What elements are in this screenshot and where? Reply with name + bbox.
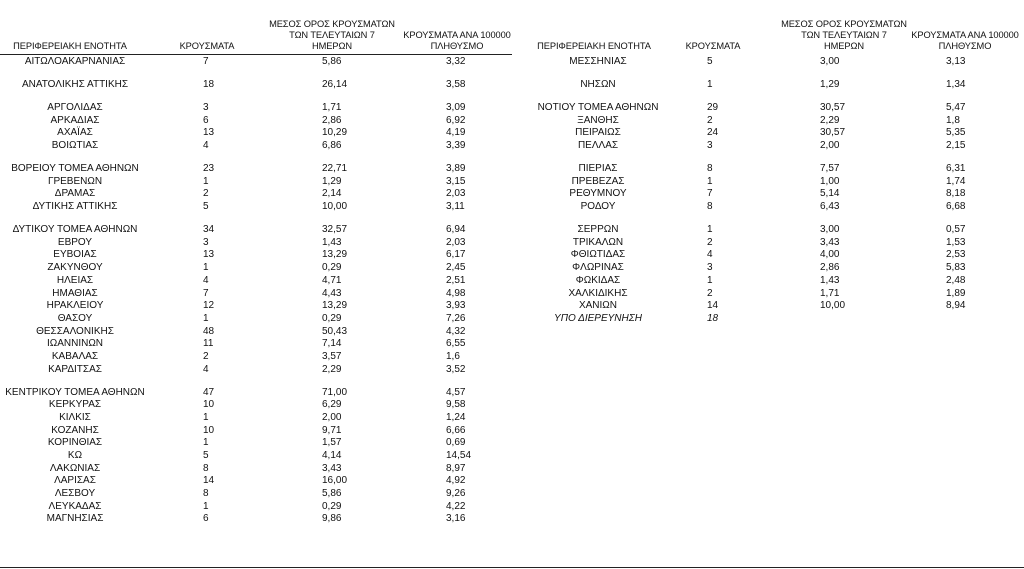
cases-per-100k: 2,53 xyxy=(946,249,966,261)
table-row xyxy=(0,399,512,412)
cases-per-100k: 1,34 xyxy=(946,78,966,90)
cases-per-100k: 3,11 xyxy=(446,201,465,213)
case-count: 13 xyxy=(203,249,215,261)
region-name: ΛΕΣΒΟΥ xyxy=(54,488,96,500)
table-row xyxy=(0,275,512,288)
case-count: 7 xyxy=(203,56,209,67)
avg-7-days: 1,71 xyxy=(820,287,840,299)
table-row xyxy=(0,501,512,514)
spacer-row xyxy=(512,92,1024,102)
cases-per-100k: 4,98 xyxy=(446,287,466,299)
case-count: 48 xyxy=(203,325,215,337)
left-header xyxy=(0,8,512,52)
table-row xyxy=(0,463,512,476)
avg-7-days: 3,00 xyxy=(820,224,840,236)
avg-7-days: 2,00 xyxy=(322,411,342,423)
avg-7-days: 4,71 xyxy=(322,274,342,286)
table-row xyxy=(0,412,512,425)
region-name: ΚΩ xyxy=(67,450,83,462)
table-row xyxy=(0,188,512,201)
avg-7-days: 30,57 xyxy=(820,127,846,139)
case-count: 5 xyxy=(707,56,713,67)
table-row xyxy=(0,237,512,250)
region-name: ΕΒΡΟΥ xyxy=(57,236,93,248)
region-name: ΠΙΕΡΙΑΣ xyxy=(578,163,618,175)
region-name: ΛΕΥΚΑΔΑΣ xyxy=(48,500,102,512)
case-count: 1 xyxy=(203,437,209,449)
region-name: ΝΗΣΩΝ xyxy=(580,78,616,90)
cases-per-100k: 1,53 xyxy=(946,236,966,248)
case-count: 4 xyxy=(203,363,209,375)
cases-per-100k: 3,32 xyxy=(446,56,466,67)
region-name: ΚΟΡΙΝΘΙΑΣ xyxy=(47,437,103,449)
case-count: 1 xyxy=(203,312,209,324)
header-per100k: ΚΡΟΥΣΜΑΤΑ ΑΝΑ 100000 ΠΛΗΘΥΣΜΟ xyxy=(911,30,1019,51)
region-name: ΦΛΩΡΙΝΑΣ xyxy=(572,262,624,274)
table-row xyxy=(0,56,512,69)
region-name: ΑΡΚΑΔΙΑΣ xyxy=(50,114,100,126)
cases-per-100k: 5,83 xyxy=(946,262,966,274)
region-name: ΚΑΡΔΙΤΣΑΣ xyxy=(48,363,102,375)
cases-per-100k: 14,54 xyxy=(446,450,472,462)
region-name: ΦΘΙΩΤΙΔΑΣ xyxy=(570,249,626,261)
case-count: 8 xyxy=(203,488,209,500)
case-count: 13 xyxy=(203,127,215,139)
case-count: 3 xyxy=(203,101,209,113)
table-row xyxy=(0,262,512,275)
table-row xyxy=(0,488,512,501)
case-count: 11 xyxy=(203,338,214,350)
case-count: 8 xyxy=(707,201,713,213)
cases-per-100k: 5,35 xyxy=(946,127,966,139)
case-count: 18 xyxy=(203,78,215,90)
avg-7-days: 32,57 xyxy=(322,224,348,236)
avg-7-days: 5,14 xyxy=(820,188,840,200)
avg-7-days: 1,00 xyxy=(820,175,840,187)
table-row xyxy=(0,163,512,176)
avg-7-days: 9,71 xyxy=(322,424,342,436)
avg-7-days: 4,14 xyxy=(322,450,342,462)
case-count: 3 xyxy=(203,236,209,248)
left-table-body xyxy=(0,56,512,526)
cases-per-100k: 3,93 xyxy=(446,300,466,312)
avg-7-days: 3,00 xyxy=(820,56,840,67)
avg-7-days: 10,00 xyxy=(322,201,348,213)
avg-7-days: 6,86 xyxy=(322,140,342,152)
avg-7-days: 6,43 xyxy=(820,201,840,213)
region-name: ΞΑΝΘΗΣ xyxy=(577,114,619,126)
header-cases: ΚΡΟΥΣΜΑΤΑ xyxy=(685,41,741,51)
case-count: 8 xyxy=(203,462,209,474)
region-name: ΡΟΔΟΥ xyxy=(580,201,616,213)
cases-per-100k: 3,52 xyxy=(446,363,466,375)
avg-7-days: 1,57 xyxy=(322,437,342,449)
cases-per-100k: 3,89 xyxy=(446,163,466,175)
table-row xyxy=(512,188,1024,201)
cases-per-100k: 6,31 xyxy=(946,163,966,175)
cases-per-100k: 6,17 xyxy=(446,249,466,261)
table-row xyxy=(0,140,512,153)
avg-7-days: 71,00 xyxy=(322,386,348,398)
case-count: 2 xyxy=(707,114,713,126)
cases-per-100k: 4,32 xyxy=(446,325,466,337)
table-row xyxy=(512,275,1024,288)
region-name: ΘΑΣΟΥ xyxy=(57,312,93,324)
avg-7-days: 3,57 xyxy=(322,350,342,362)
case-count: 7 xyxy=(203,287,209,299)
case-count: 1 xyxy=(203,411,209,423)
cases-per-100k: 9,58 xyxy=(446,399,466,411)
table-row xyxy=(512,56,1024,69)
cases-per-100k: 9,26 xyxy=(446,488,466,500)
avg-7-days: 5,86 xyxy=(322,488,342,500)
avg-7-days: 7,14 xyxy=(322,338,342,350)
table-row xyxy=(0,313,512,326)
case-count: 8 xyxy=(707,163,713,175)
region-name: ΚΕΝΤΡΙΚΟΥ ΤΟΜΕΑ ΑΘΗΝΩΝ xyxy=(5,386,145,398)
table-row xyxy=(512,237,1024,250)
case-count: 14 xyxy=(203,475,215,487)
cases-per-100k: 1,8 xyxy=(946,114,960,126)
cases-per-100k: 0,69 xyxy=(446,437,466,449)
case-count: 3 xyxy=(707,140,713,152)
table-row xyxy=(512,163,1024,176)
case-count: 47 xyxy=(203,386,215,398)
table-row xyxy=(0,425,512,438)
table-row xyxy=(512,140,1024,153)
table-row xyxy=(512,249,1024,262)
case-count: 1 xyxy=(707,224,713,236)
spacer-row xyxy=(512,153,1024,163)
region-name: ΧΑΝΙΩΝ xyxy=(578,300,618,312)
case-count: 2 xyxy=(203,350,209,362)
case-count: 5 xyxy=(203,201,209,213)
region-name: ΑΡΓΟΛΙΔΑΣ xyxy=(47,101,103,113)
cases-per-100k: 2,03 xyxy=(446,236,466,248)
avg-7-days: 4,43 xyxy=(322,287,342,299)
avg-7-days: 2,29 xyxy=(820,114,840,126)
table-row xyxy=(0,475,512,488)
cases-per-100k: 2,15 xyxy=(946,140,966,152)
avg-7-days: 3,43 xyxy=(820,236,840,248)
table-row xyxy=(512,115,1024,128)
cases-per-100k: 2,51 xyxy=(446,274,466,286)
region-name: ΠΕΛΛΑΣ xyxy=(577,140,619,152)
header-cases: ΚΡΟΥΣΜΑΤΑ xyxy=(179,41,235,51)
cases-per-100k: 3,09 xyxy=(446,101,466,113)
cases-per-100k: 1,89 xyxy=(946,287,966,299)
cases-per-100k: 3,16 xyxy=(446,513,466,525)
avg-7-days: 2,29 xyxy=(322,363,342,375)
avg-7-days: 2,86 xyxy=(820,262,840,274)
region-name: ΠΕΙΡΑΙΩΣ xyxy=(575,127,621,139)
cases-per-100k: 2,03 xyxy=(446,188,466,200)
cases-per-100k: 4,57 xyxy=(446,386,466,398)
header-per100k: ΚΡΟΥΣΜΑΤΑ ΑΝΑ 100000 ΠΛΗΘΥΣΜΟ xyxy=(403,30,511,51)
table-row xyxy=(0,364,512,377)
header-divider xyxy=(0,54,512,55)
cases-per-100k: 6,68 xyxy=(946,201,966,213)
case-count: 34 xyxy=(203,224,215,236)
header-region: ΠΕΡΙΦΕΡΕΙΑΚΗ ΕΝΟΤΗΤΑ xyxy=(537,41,651,51)
avg-7-days: 1,71 xyxy=(322,101,342,113)
case-count: 1 xyxy=(707,175,713,187)
region-name: ΑΧΑΪΑΣ xyxy=(57,127,93,139)
table-row xyxy=(0,127,512,140)
spacer-row xyxy=(0,92,512,102)
avg-7-days: 2,14 xyxy=(322,188,342,200)
header-avg7: ΜΕΣΟΣ ΟΡΟΣ ΚΡΟΥΣΜΑΤΩΝ ΤΩΝ ΤΕΛΕΥΤΑΙΩΝ 7 ΗΜΕΡΩΝ xyxy=(781,19,907,51)
avg-7-days: 9,86 xyxy=(322,513,342,525)
avg-7-days: 10,29 xyxy=(322,127,348,139)
case-count: 24 xyxy=(707,127,719,139)
right-header xyxy=(512,8,1024,52)
avg-7-days: 26,14 xyxy=(322,78,348,90)
table-row xyxy=(0,224,512,237)
cases-per-100k: 1,6 xyxy=(446,350,460,362)
region-name: ΔΥΤΙΚΗΣ ΑΤΤΙΚΗΣ xyxy=(32,201,118,213)
region-name: ΑΙΤΩΛΟΑΚΑΡΝΑΝΙΑΣ xyxy=(24,56,126,67)
table-row xyxy=(0,338,512,351)
avg-7-days: 16,00 xyxy=(322,475,348,487)
cases-per-100k: 3,15 xyxy=(446,175,466,187)
region-name: ΑΝΑΤΟΛΙΚΗΣ ΑΤΤΙΚΗΣ xyxy=(21,78,129,90)
region-name: ΠΡΕΒΕΖΑΣ xyxy=(571,175,625,187)
avg-7-days: 13,29 xyxy=(322,300,348,312)
table-row xyxy=(512,201,1024,214)
avg-7-days: 0,29 xyxy=(322,312,342,324)
cases-per-100k: 5,47 xyxy=(946,101,966,113)
cases-per-100k: 4,92 xyxy=(446,475,466,487)
region-name: ΜΕΣΣΗΝΙΑΣ xyxy=(569,56,627,67)
spacer-row xyxy=(512,214,1024,224)
cases-per-100k: 6,92 xyxy=(446,114,466,126)
case-count: 5 xyxy=(203,450,209,462)
case-count: 12 xyxy=(203,300,215,312)
case-count: 2 xyxy=(203,188,209,200)
region-name: ΔΥΤΙΚΟΥ ΤΟΜΕΑ ΑΘΗΝΩΝ xyxy=(12,224,138,236)
region-name: ΚΕΡΚΥΡΑΣ xyxy=(48,399,102,411)
region-name: ΓΡΕΒΕΝΩΝ xyxy=(47,175,103,187)
cases-per-100k: 3,58 xyxy=(446,78,466,90)
avg-7-days: 5,86 xyxy=(322,56,342,67)
cases-per-100k: 2,45 xyxy=(446,262,466,274)
spacer-row xyxy=(0,214,512,224)
right-table-body xyxy=(512,56,1024,326)
header-avg7: ΜΕΣΟΣ ΟΡΟΣ ΚΡΟΥΣΜΑΤΩΝ ΤΩΝ ΤΕΛΕΥΤΑΙΩΝ 7 ΗΜΕΡΩΝ xyxy=(269,19,395,51)
cases-per-100k: 0,57 xyxy=(946,224,966,236)
table-row xyxy=(512,79,1024,92)
avg-7-days: 50,43 xyxy=(322,325,348,337)
table-row xyxy=(0,288,512,301)
region-name: ΗΡΑΚΛΕΙΟΥ xyxy=(46,300,104,312)
case-count: 29 xyxy=(707,101,719,113)
avg-7-days: 22,71 xyxy=(322,163,348,175)
case-count: 1 xyxy=(203,175,209,187)
region-name: ΡΕΘΥΜΝΟΥ xyxy=(569,188,627,200)
region-name: ΚΑΒΑΛΑΣ xyxy=(51,350,99,362)
case-count: 2 xyxy=(707,287,713,299)
case-count: 4 xyxy=(707,249,713,261)
case-count: 3 xyxy=(707,262,713,274)
region-name: ΚΟΖΑΝΗΣ xyxy=(51,424,99,436)
case-count: 1 xyxy=(707,78,713,90)
avg-7-days: 1,43 xyxy=(820,274,840,286)
region-name: ΗΜΑΘΙΑΣ xyxy=(52,287,98,299)
case-count: 1 xyxy=(203,500,209,512)
case-count: 1 xyxy=(707,274,713,286)
table-row xyxy=(512,288,1024,301)
spacer-row xyxy=(0,69,512,79)
case-count: 7 xyxy=(707,188,713,200)
avg-7-days: 7,57 xyxy=(820,163,840,175)
case-count: 6 xyxy=(203,114,209,126)
spacer-row xyxy=(512,69,1024,79)
cases-per-100k: 1,24 xyxy=(446,411,466,423)
region-name: ΛΑΡΙΣΑΣ xyxy=(54,475,96,487)
table-row xyxy=(0,387,512,400)
case-count: 10 xyxy=(203,424,215,436)
region-name: ΦΩΚΙΔΑΣ xyxy=(575,274,621,286)
region-name: ΚΙΛΚΙΣ xyxy=(59,411,91,423)
cases-per-100k: 3,39 xyxy=(446,140,466,152)
table-row xyxy=(0,249,512,262)
table-row xyxy=(512,300,1024,313)
avg-7-days: 30,57 xyxy=(820,101,846,113)
region-name: ΥΠΟ ΔΙΕΡΕΥΝΗΣΗ xyxy=(554,312,642,324)
table-row xyxy=(0,351,512,364)
cases-per-100k: 7,26 xyxy=(446,312,466,324)
region-name: ΒΟΡΕΙΟΥ ΤΟΜΕΑ ΑΘΗΝΩΝ xyxy=(11,163,139,175)
cases-per-100k: 2,48 xyxy=(946,274,966,286)
region-name: ΙΩΑΝΝΙΝΩΝ xyxy=(46,338,104,350)
case-count: 10 xyxy=(203,399,215,411)
region-name: ΘΕΣΣΑΛΟΝΙΚΗΣ xyxy=(36,325,114,337)
table-row xyxy=(512,313,1024,326)
case-count: 18 xyxy=(707,312,719,324)
cases-per-100k: 6,55 xyxy=(446,338,466,350)
table-row xyxy=(0,513,512,526)
case-count: 1 xyxy=(203,262,209,274)
table-row xyxy=(0,326,512,339)
case-count: 4 xyxy=(203,274,209,286)
table-row xyxy=(0,79,512,92)
avg-7-days: 4,00 xyxy=(820,249,840,261)
region-name: ΤΡΙΚΑΛΩΝ xyxy=(572,236,624,248)
table-row xyxy=(512,262,1024,275)
table-row xyxy=(512,176,1024,189)
cases-per-100k: 4,19 xyxy=(446,127,466,139)
cases-per-100k: 8,97 xyxy=(446,462,466,474)
table-row xyxy=(0,300,512,313)
table-row xyxy=(0,437,512,450)
avg-7-days: 10,00 xyxy=(820,300,846,312)
region-name: ΗΛΕΙΑΣ xyxy=(56,274,94,286)
cases-per-100k: 6,66 xyxy=(446,424,466,436)
spacer-row xyxy=(0,153,512,163)
cases-per-100k: 6,94 xyxy=(446,224,466,236)
table-row xyxy=(512,102,1024,115)
table-row xyxy=(0,102,512,115)
avg-7-days: 6,29 xyxy=(322,399,342,411)
table-row xyxy=(0,115,512,128)
case-count: 4 xyxy=(203,140,209,152)
avg-7-days: 1,43 xyxy=(322,236,342,248)
cases-per-100k: 3,13 xyxy=(946,56,966,67)
table-row xyxy=(0,176,512,189)
avg-7-days: 2,86 xyxy=(322,114,342,126)
region-name: ΧΑΛΚΙΔΙΚΗΣ xyxy=(568,287,628,299)
region-name: ΣΕΡΡΩΝ xyxy=(577,224,619,236)
header-region: ΠΕΡΙΦΕΡΕΙΑΚΗ ΕΝΟΤΗΤΑ xyxy=(13,41,127,51)
avg-7-days: 3,43 xyxy=(322,462,342,474)
avg-7-days: 13,29 xyxy=(322,249,348,261)
avg-7-days: 0,29 xyxy=(322,262,342,274)
case-count: 6 xyxy=(203,513,209,525)
cases-per-100k: 8,18 xyxy=(946,188,966,200)
cases-per-100k: 4,22 xyxy=(446,500,466,512)
region-name: ΒΟΙΩΤΙΑΣ xyxy=(51,140,99,152)
region-name: ΝΟΤΙΟΥ ΤΟΜΕΑ ΑΘΗΝΩΝ xyxy=(537,101,659,113)
cases-per-100k: 1,74 xyxy=(946,175,966,187)
table-row xyxy=(512,224,1024,237)
avg-7-days: 1,29 xyxy=(322,175,342,187)
region-name: ΔΡΑΜΑΣ xyxy=(54,188,96,200)
case-count: 23 xyxy=(203,163,215,175)
table-row xyxy=(0,450,512,463)
bottom-divider xyxy=(0,567,1024,568)
avg-7-days: 0,29 xyxy=(322,500,342,512)
avg-7-days: 2,00 xyxy=(820,140,840,152)
avg-7-days: 1,29 xyxy=(820,78,840,90)
table-row xyxy=(512,127,1024,140)
region-name: ΖΑΚΥΝΘΟΥ xyxy=(47,262,103,274)
table-row xyxy=(0,201,512,214)
region-name: ΛΑΚΩΝΙΑΣ xyxy=(49,462,101,474)
cases-per-100k: 8,94 xyxy=(946,300,966,312)
region-name: ΕΥΒΟΙΑΣ xyxy=(53,249,97,261)
case-count: 14 xyxy=(707,300,719,312)
region-name: ΜΑΓΝΗΣΙΑΣ xyxy=(46,513,104,525)
spacer-row xyxy=(0,376,512,386)
case-count: 2 xyxy=(707,236,713,248)
